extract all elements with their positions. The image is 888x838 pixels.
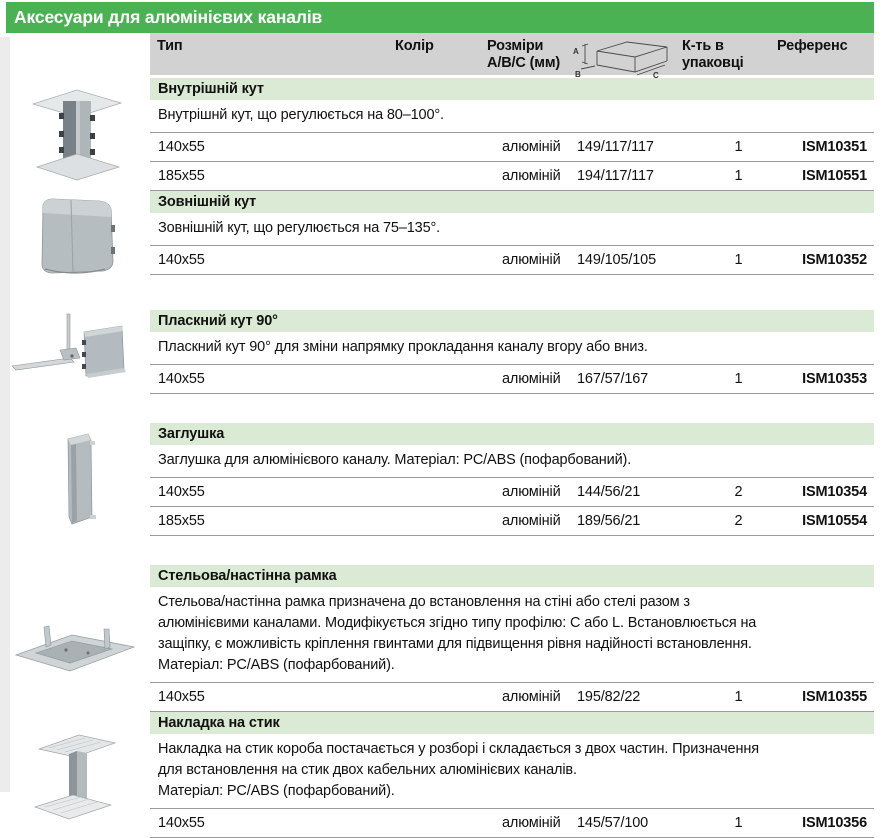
section-description (150, 332, 874, 364)
product-dimensions: 149/117/117 (577, 139, 654, 155)
section-description-line: для встановлення на стик двох кабельних алюмінієвих каналів. (158, 762, 577, 778)
product-photo-cell (0, 712, 150, 838)
product-row (150, 682, 874, 711)
product-type: 185x55 (158, 168, 205, 184)
product-photo-cell (0, 565, 150, 712)
product-row (150, 161, 874, 190)
product-reference: ISM10551 (802, 168, 867, 184)
product-type: 140x55 (158, 689, 205, 705)
product-row (150, 132, 874, 161)
column-header-qty (682, 38, 777, 75)
section-body (150, 423, 874, 536)
product-photo-cell (0, 310, 150, 394)
section-description-line: Пласкний кут 90° для зміни напрямку прокладання каналу вгору або вниз. (158, 339, 648, 355)
diagram-label-c: C (653, 71, 659, 80)
section-rows (150, 132, 874, 191)
product-qty-per-pack: 1 (734, 371, 743, 387)
section-description-line: Стельова/настінна рамка призначена до встановлення на стіні або стелі разом з (158, 594, 690, 610)
product-color: алюміній (502, 139, 561, 155)
column-header-color: Колір (395, 38, 434, 54)
page-title-bar (6, 2, 874, 33)
product-row (150, 506, 874, 535)
product-color: алюміній (502, 371, 561, 387)
product-reference: ISM10356 (802, 815, 867, 831)
external-corner-product-photo (15, 191, 135, 281)
product-dimensions: 194/117/117 (577, 168, 654, 184)
section-body (150, 191, 874, 281)
left-page-margin-strip (0, 37, 10, 792)
column-header-qty-line2: упаковці (682, 55, 744, 71)
product-color: алюміній (502, 815, 561, 831)
end-cap-product-photo (30, 431, 120, 529)
section-rows (150, 682, 874, 712)
section-body (150, 78, 874, 191)
section-title: Стельова/настінна рамка (158, 568, 337, 584)
product-color: алюміній (502, 484, 561, 500)
product-qty-per-pack: 2 (734, 513, 743, 529)
column-header-dimensions-line2: А/В/С (мм) (487, 55, 561, 71)
product-reference: ISM10353 (802, 371, 867, 387)
section-description-line: Накладка на стик короба постачається у розборі і складається з двох частин. Призначення (158, 741, 759, 757)
section-description-line: Матеріал: PC/ABS (пофарбований). (158, 657, 395, 673)
product-type: 140x55 (158, 139, 205, 155)
product-photo-cell (0, 423, 150, 536)
catalog-section (0, 423, 888, 536)
product-type: 140x55 (158, 252, 205, 268)
internal-corner-product-photo (15, 87, 135, 183)
column-header-dimensions (487, 38, 682, 80)
section-title-band (150, 712, 874, 734)
section-title-band (150, 191, 874, 213)
product-type: 140x55 (158, 484, 205, 500)
section-title: Накладка на стик (158, 715, 280, 731)
section-description-line: Зовнішній кут, що регулюється на 75–135°. (158, 220, 441, 236)
section-description-line: защіпку, є можливість кріплення гвинтами для підвищення рівня надійності встановлення. (158, 636, 752, 652)
catalog-section (0, 310, 888, 394)
section-body (150, 310, 874, 394)
product-color: алюміній (502, 689, 561, 705)
section-description (150, 445, 874, 477)
product-color: алюміній (502, 513, 561, 529)
product-color: алюміній (502, 252, 561, 268)
section-description (150, 587, 874, 682)
product-qty-per-pack: 1 (734, 168, 743, 184)
product-dimensions: 145/57/100 (577, 815, 649, 831)
product-qty-per-pack: 1 (734, 815, 743, 831)
page-title: Аксесуари для алюмінієвих каналів (14, 7, 323, 27)
product-row (150, 477, 874, 506)
catalog-section (0, 565, 888, 712)
catalog-section (0, 78, 888, 191)
dimension-box-diagram-icon (571, 38, 679, 80)
product-photo-cell (0, 191, 150, 281)
product-photo-cell (0, 78, 150, 191)
product-reference: ISM10351 (802, 139, 867, 155)
flat-corner-product-photo (10, 312, 140, 392)
section-title: Пласкний кут 90° (158, 313, 278, 329)
sections (0, 78, 888, 838)
product-row (150, 245, 874, 274)
catalog-section (0, 191, 888, 281)
product-qty-per-pack: 1 (734, 689, 743, 705)
section-rows (150, 477, 874, 536)
product-type: 140x55 (158, 371, 205, 387)
product-qty-per-pack: 1 (734, 252, 743, 268)
section-description-line: Заглушка для алюмінієвого каналу. Матеріал: PC/ABS (пофарбований). (158, 452, 632, 468)
section-rows (150, 245, 874, 275)
section-title: Внутрішній кут (158, 81, 264, 97)
product-reference: ISM10352 (802, 252, 867, 268)
product-type: 185x55 (158, 513, 205, 529)
section-title-band (150, 310, 874, 332)
product-reference: ISM10554 (802, 513, 867, 529)
section-title-band (150, 423, 874, 445)
section-title-band (150, 78, 874, 100)
section-title: Заглушка (158, 426, 225, 442)
diagram-label-a: A (573, 47, 579, 56)
catalog-section (0, 712, 888, 838)
column-header-reference: Референс (777, 38, 848, 54)
product-reference: ISM10354 (802, 484, 867, 500)
column-header-dimensions-line1: Розміри (487, 38, 544, 54)
diagram-label-b: B (575, 70, 581, 79)
section-description-line: алюмінієвими каналами. Модифікується згідно типу профілю: C або L. Встановлюється на (158, 615, 757, 631)
product-qty-per-pack: 1 (734, 139, 743, 155)
product-color: алюміній (502, 168, 561, 184)
product-reference: ISM10355 (802, 689, 867, 705)
section-title-band (150, 565, 874, 587)
section-body (150, 712, 874, 838)
section-rows (150, 808, 874, 838)
section-description (150, 100, 874, 132)
product-qty-per-pack: 2 (734, 484, 743, 500)
section-rows (150, 364, 874, 394)
column-header-type: Тип (157, 38, 183, 54)
section-title: Зовнішній кут (158, 194, 257, 210)
product-dimensions: 189/56/21 (577, 513, 641, 529)
section-description (150, 213, 874, 245)
ceiling-frame-product-photo (10, 603, 140, 675)
column-header-qty-line1: К-ть в (682, 38, 724, 54)
product-dimensions: 149/105/105 (577, 252, 656, 268)
section-description-line: Внутрішнй кут, що регулюється на 80–100°. (158, 107, 444, 123)
section-description (150, 734, 874, 808)
section-description-line: Матеріал: PC/ABS (пофарбований). (158, 783, 395, 799)
product-dimensions: 195/82/22 (577, 689, 641, 705)
product-dimensions: 144/56/21 (577, 484, 641, 500)
product-row (150, 364, 874, 393)
product-dimensions: 167/57/167 (577, 371, 649, 387)
section-body (150, 565, 874, 712)
product-row (150, 808, 874, 837)
table-header (150, 33, 874, 80)
product-type: 140x55 (158, 815, 205, 831)
joint-cover-product-photo (15, 727, 135, 823)
